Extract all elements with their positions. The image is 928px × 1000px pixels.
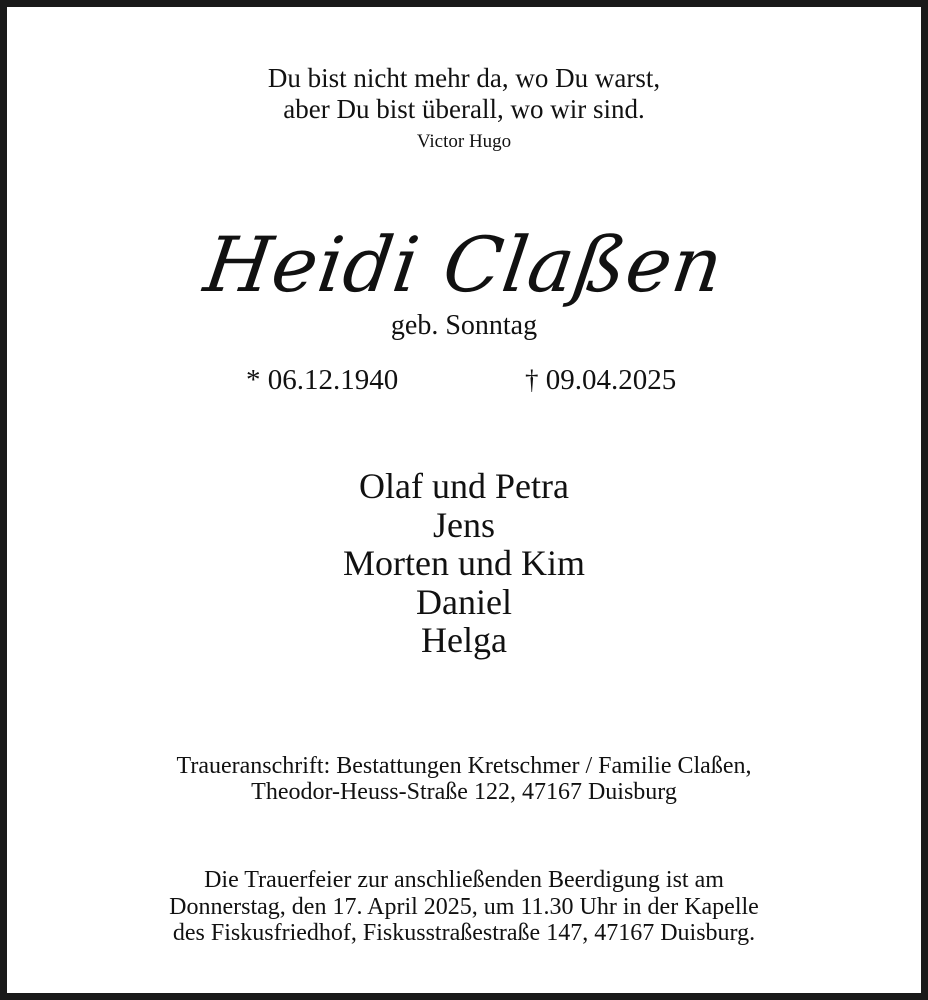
address-line-2: Theodor-Heuss-Straße 122, 47167 Duisburg — [251, 779, 677, 805]
address-line-1: Traueranschrift: Bestattungen Kretschmer / Familie Claßen, — [176, 753, 752, 779]
mourner: Morten und Kim — [343, 543, 585, 583]
mourner: Helga — [421, 620, 507, 660]
death-date: 09.04.2025 — [545, 364, 677, 396]
quote-line-2: aber Du bist überall, wo wir sind. — [283, 94, 645, 124]
cross-icon: † — [525, 365, 539, 395]
birth-date: 06.12.1940 — [267, 364, 399, 396]
mourning-address — [7, 753, 921, 805]
mourner: Daniel — [416, 581, 512, 622]
ceremony-line-1: Die Trauerfeier zur anschließenden Beerdigung ist am — [204, 867, 724, 893]
ceremony-line-3: des Fiskusfriedhof, Fiskusstraßestraße 147, 47167 Duisburg. — [172, 920, 756, 946]
birth-name: geb. Sonntag — [390, 310, 538, 341]
life-dates — [7, 364, 921, 398]
mourners-list — [7, 467, 921, 660]
mourner: Jens — [433, 504, 495, 545]
birth-date-group — [246, 364, 398, 397]
ceremony-line-2: Donnerstag, den 17. April 2025, um 11.30 Uhr in der Kapelle — [169, 893, 759, 920]
birth-symbol: * — [246, 364, 261, 396]
deceased-name: Heidi Claßen — [199, 220, 729, 309]
quote-author: Victor Hugo — [416, 131, 512, 152]
quote-line-1: Du bist nicht mehr da, wo Du warst, — [267, 63, 661, 93]
funeral-info — [7, 867, 921, 947]
mourner: Olaf und Petra — [359, 466, 569, 506]
death-date-group — [525, 364, 676, 397]
